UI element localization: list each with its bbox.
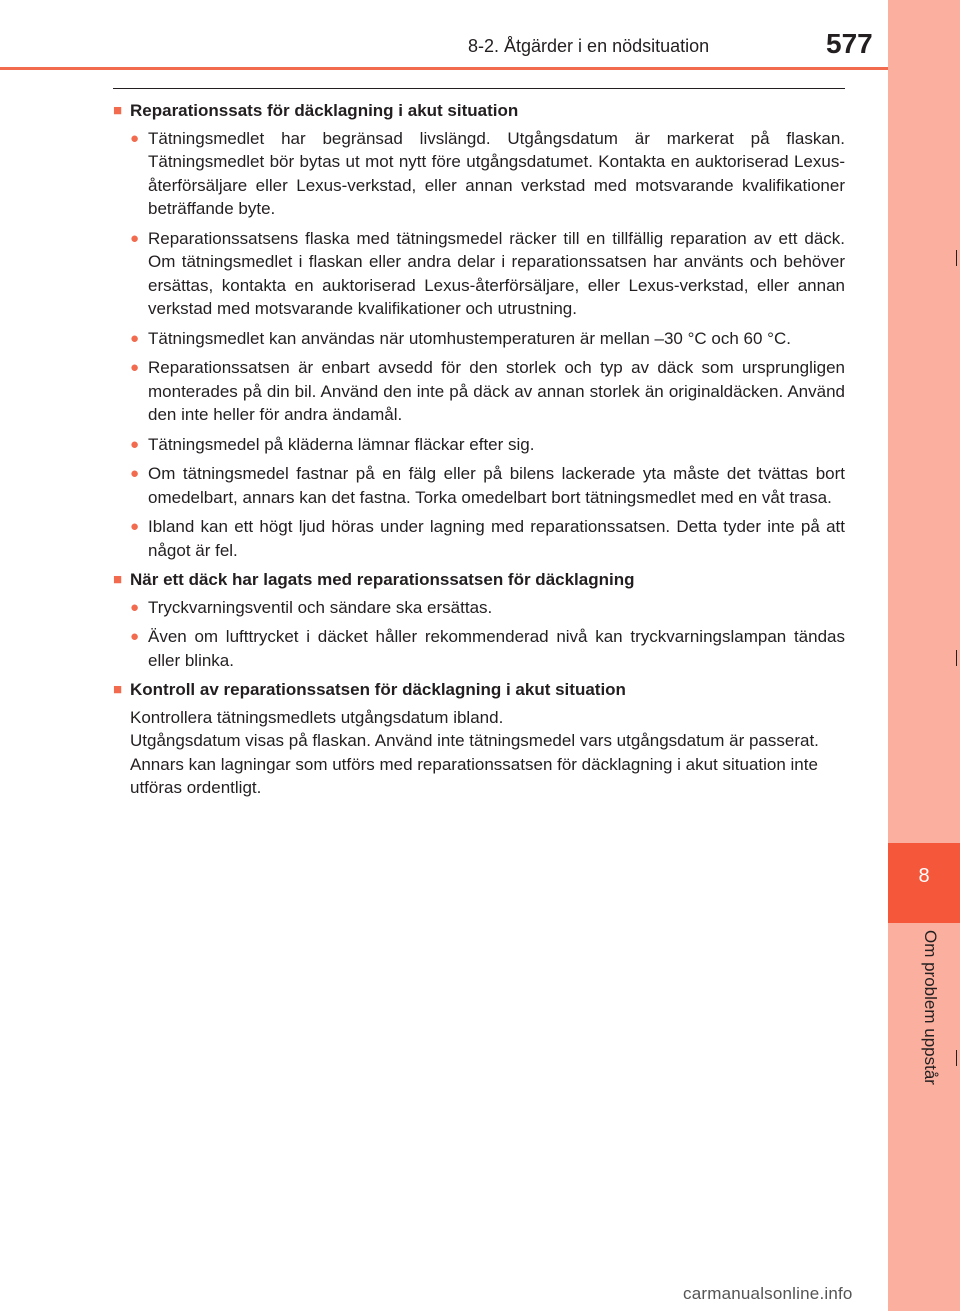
- circle-bullet-icon: ●: [130, 465, 140, 482]
- square-bullet-icon: ■: [113, 571, 123, 588]
- list-item-text: Tätningsmedlet kan användas när utomhustemperaturen är mellan –30 °C och 60 °C.: [148, 328, 791, 348]
- circle-bullet-icon: ●: [130, 129, 140, 147]
- paragraph: Kontrollera tätningsmedlets utgångsdatum ibland.: [130, 707, 504, 727]
- section-heading-text: När ett däck har lagats med reparationssatsen för däcklagning: [130, 570, 635, 589]
- section-heading: [113, 568, 845, 592]
- circle-bullet-icon: ●: [130, 359, 140, 376]
- crop-mark: [956, 1050, 957, 1066]
- section-kit-check: [113, 678, 845, 800]
- list-item: [113, 127, 845, 221]
- circle-bullet-icon: ●: [130, 518, 140, 535]
- list-item-text: Även om lufttrycket i däcket håller rekommenderad nivå kan tryckvarningslampan tändas eller blinka.: [148, 627, 845, 670]
- list-item: [113, 227, 845, 321]
- chapter-title: Om problem uppstår: [921, 930, 940, 1085]
- list-item-text: Tätningsmedlet har begränsad livslängd. Utgångsdatum är markerat på flaskan. Tätningsmedlet bör bytas ut mot nytt före utgångsdatumet. Kontakta en auktoriserad Lexus-återförsäljare eller Lexus-verkstad, eller annan verkstad med motsvarande kvalifikationer beträffande byte.: [148, 128, 845, 218]
- list-item-text: Tryckvarningsventil och sändare ska ersättas.: [148, 597, 493, 617]
- square-bullet-icon: ■: [113, 681, 123, 698]
- list-item-text: Reparationssatsens flaska med tätningsmedel räcker till en tillfällig reparation av ett däck. Om tätningsmedlet i flaskan eller andra delar i reparationssatsen har använts och behöver ersättas, kontakta en auktoriserad Lexus-återförsäljare, eller Lexus-verkstad, eller annan verkstad med motsvarande kvalifikationer och utrustning.: [148, 228, 845, 318]
- square-bullet-icon: ■: [113, 102, 123, 119]
- list-item: [113, 356, 845, 427]
- section-heading: [113, 678, 845, 702]
- section-repair-kit: [113, 99, 845, 562]
- section-heading-text: Kontroll av reparationssatsen för däcklagning i akut situation: [130, 680, 626, 699]
- chapter-number: 8: [918, 865, 930, 887]
- list-item: [113, 625, 845, 672]
- circle-bullet-icon: ●: [130, 435, 140, 453]
- chapter-sidebar: [888, 0, 960, 1311]
- list-item-text: Ibland kan ett högt ljud höras under lagning med reparationssatsen. Detta tyder inte på att något är fel.: [148, 517, 845, 560]
- chapter-tab: [888, 843, 960, 923]
- page-content: [113, 99, 845, 806]
- watermark-text: carmanualsonline.info: [683, 1284, 853, 1303]
- section-heading-text: Reparationssats för däcklagning i akut situation: [130, 101, 519, 120]
- section-heading: [113, 99, 845, 123]
- section-title: 8-2. Åtgärder i en nödsituation: [468, 36, 710, 56]
- paragraph: Utgångsdatum visas på flaskan. Använd inte tätningsmedel vars utgångsdatum är passerat. Annars kan lagningar som utförs med reparationssatsen för däcklagning i akut situation inte utföras ordentligt.: [130, 731, 819, 797]
- section-after-repair: [113, 568, 845, 672]
- list-item: [113, 433, 845, 457]
- circle-bullet-icon: ●: [130, 598, 140, 616]
- list-item-text: Reparationssatsen är enbart avsedd för den storlek och typ av däck som ursprungligen monterades på din bil. Använd den inte på däck av annan storlek än originaldäcken. Använd den inte heller för andra ändamål.: [148, 358, 845, 424]
- circle-bullet-icon: ●: [130, 229, 140, 247]
- list-item-text: Tätningsmedel på kläderna lämnar fläckar efter sig.: [148, 434, 535, 454]
- list-item: [113, 327, 845, 351]
- header-rule: [0, 67, 888, 70]
- list-item: [113, 515, 845, 562]
- page-number: 577: [826, 28, 873, 59]
- list-item: [113, 596, 845, 620]
- list-item-text: Om tätningsmedel fastnar på en fälg eller på bilens lackerade yta måste det tvättas bort omedelbart, annars kan det fastna. Torka omedelbart bort tätningsmedlet med en våt trasa.: [148, 464, 845, 507]
- crop-mark: [956, 250, 957, 266]
- circle-bullet-icon: ●: [130, 628, 140, 645]
- content-rule: [113, 88, 845, 89]
- list-item: [113, 462, 845, 509]
- crop-mark: [956, 650, 957, 666]
- circle-bullet-icon: ●: [130, 329, 140, 347]
